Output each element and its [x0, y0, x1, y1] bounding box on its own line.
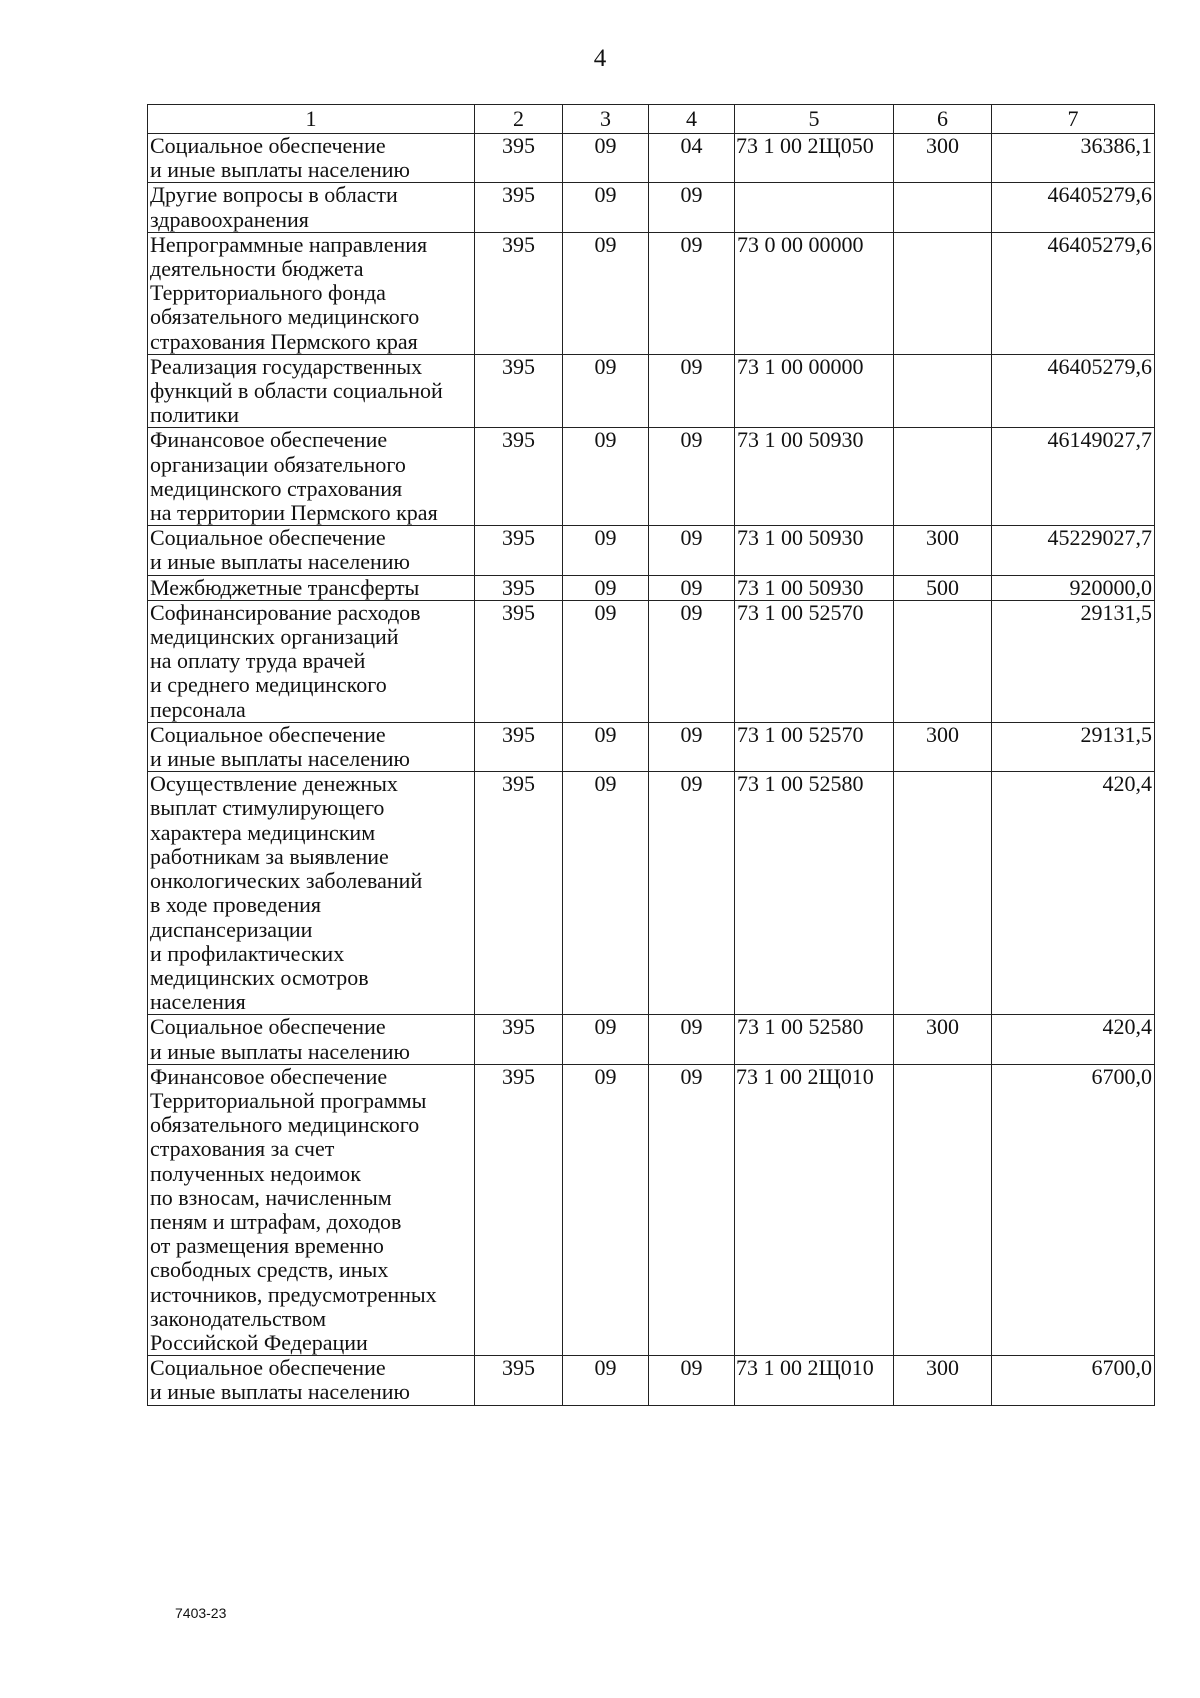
- cell-col5: 73 1 00 50930: [735, 428, 894, 526]
- cell-col7: 29131,5: [992, 600, 1155, 722]
- cell-col5: 73 1 00 52580: [735, 1015, 894, 1064]
- cell-col5: 73 1 00 2Щ050: [735, 134, 894, 183]
- cell-col5: 73 1 00 00000: [735, 354, 894, 428]
- cell-col2: 395: [475, 134, 563, 183]
- cell-name: [148, 722, 475, 771]
- row-label: Другие вопросы в области здравоохранения: [150, 182, 398, 232]
- page-number: 4: [593, 45, 607, 72]
- row-label: Софинансирование расходов медицинских организаций на оплату труда врачей и среднего медицинского персонала: [150, 599, 421, 722]
- cell-col7: 420,4: [992, 1015, 1155, 1064]
- cell-col2: 395: [475, 232, 563, 354]
- row-label: Социальное обеспечение и иные выплаты населению: [150, 525, 410, 575]
- cell-col5: 73 0 00 00000: [735, 232, 894, 354]
- cell-col7: 29131,5: [992, 722, 1155, 771]
- cell-col6: [894, 232, 992, 354]
- cell-col4: 09: [649, 722, 735, 771]
- cell-name: [148, 575, 475, 600]
- cell-col6: 300: [894, 1356, 992, 1405]
- cell-col4: 09: [649, 183, 735, 232]
- cell-col5: 73 1 00 50930: [735, 575, 894, 600]
- cell-col3: 09: [563, 232, 649, 354]
- cell-col7: 920000,0: [992, 575, 1155, 600]
- column-header-4: 4: [649, 105, 735, 134]
- cell-col7: 36386,1: [992, 134, 1155, 183]
- cell-name: [148, 428, 475, 526]
- cell-col7: 46405279,6: [992, 354, 1155, 428]
- row-label: Социальное обеспечение и иные выплаты населению: [150, 1014, 410, 1064]
- cell-col2: 395: [475, 428, 563, 526]
- cell-name: [148, 772, 475, 1015]
- row-label: Межбюджетные трансферты: [150, 574, 420, 600]
- row-label: Финансовое обеспечение Территориальной программы обязательного медицинского страхования за счет полученных недоимок по взносам, начисленным пеням и штрафам, доходов от размещения временно свободных средств, иных источников, предусмотренных законодательством Российской Федерации: [150, 1063, 437, 1355]
- column-header-5: 5: [735, 105, 894, 134]
- cell-col4: 09: [649, 1356, 735, 1405]
- cell-col4: 04: [649, 134, 735, 183]
- cell-col7: 46149027,7: [992, 428, 1155, 526]
- cell-name: [148, 183, 475, 232]
- cell-col7: 6700,0: [992, 1356, 1155, 1405]
- row-label: Осуществление денежных выплат стимулирующего характера медицинским работникам за выявление онкологических заболеваний в ходе проведения диспансеризации и профилактических медицинских осмотров населения: [150, 771, 423, 1015]
- table-row: [148, 134, 1155, 183]
- cell-col4: 09: [649, 575, 735, 600]
- table-header-row: [148, 105, 1155, 134]
- table-row: [148, 232, 1155, 354]
- row-label: Социальное обеспечение и иные выплаты населению: [150, 1355, 410, 1405]
- cell-col6: 300: [894, 722, 992, 771]
- cell-col3: 09: [563, 183, 649, 232]
- cell-name: [148, 134, 475, 183]
- cell-col2: 395: [475, 354, 563, 428]
- cell-col3: 09: [563, 600, 649, 722]
- cell-col4: 09: [649, 526, 735, 575]
- cell-col6: [894, 183, 992, 232]
- table-row: [148, 575, 1155, 600]
- cell-col5: 73 1 00 2Щ010: [735, 1064, 894, 1355]
- cell-col3: 09: [563, 1015, 649, 1064]
- table-row: [148, 1015, 1155, 1064]
- cell-col2: 395: [475, 772, 563, 1015]
- cell-col7: 420,4: [992, 772, 1155, 1015]
- table-row: [148, 354, 1155, 428]
- cell-name: [148, 1064, 475, 1355]
- cell-col5: 73 1 00 52570: [735, 722, 894, 771]
- cell-col4: 09: [649, 600, 735, 722]
- table-row: [148, 722, 1155, 771]
- cell-name: [148, 1015, 475, 1064]
- budget-table: [147, 104, 1155, 1406]
- cell-col3: 09: [563, 526, 649, 575]
- row-label: Социальное обеспечение и иные выплаты населению: [150, 721, 410, 772]
- cell-col3: 09: [563, 722, 649, 771]
- cell-name: [148, 232, 475, 354]
- cell-col6: [894, 354, 992, 428]
- cell-col7: 6700,0: [992, 1064, 1155, 1355]
- cell-col2: 395: [475, 183, 563, 232]
- cell-col5: 73 1 00 52580: [735, 772, 894, 1015]
- cell-col7: 46405279,6: [992, 232, 1155, 354]
- column-header-6: 6: [894, 105, 992, 134]
- table-row: [148, 1064, 1155, 1355]
- cell-col7: 45229027,7: [992, 526, 1155, 575]
- cell-col6: 300: [894, 134, 992, 183]
- cell-col6: 300: [894, 526, 992, 575]
- row-label: Реализация государственных функций в области социальной политики: [150, 353, 443, 428]
- column-header-7: 7: [992, 105, 1155, 134]
- table-row: [148, 526, 1155, 575]
- table-row: [148, 772, 1155, 1015]
- cell-col3: 09: [563, 1356, 649, 1405]
- cell-col2: 395: [475, 1356, 563, 1405]
- cell-col2: 395: [475, 1015, 563, 1064]
- table-body: [148, 134, 1155, 1406]
- row-label: Социальное обеспечение и иные выплаты населению: [150, 133, 410, 183]
- cell-col5: 73 1 00 2Щ010: [735, 1356, 894, 1405]
- cell-col6: [894, 1064, 992, 1355]
- cell-col4: 09: [649, 354, 735, 428]
- cell-col4: 09: [649, 232, 735, 354]
- cell-col7: 46405279,6: [992, 183, 1155, 232]
- cell-col6: 500: [894, 575, 992, 600]
- row-label: Финансовое обеспечение организации обязательного медицинского страхования на территории Пермского края: [150, 427, 438, 526]
- column-header-1: 1: [148, 105, 475, 134]
- cell-col6: 300: [894, 1015, 992, 1064]
- cell-col2: 395: [475, 600, 563, 722]
- cell-col4: 09: [649, 1015, 735, 1064]
- row-label: Непрограммные направления деятельности бюджета Территориального фонда обязательного медицинского страхования Пермского края: [150, 231, 428, 354]
- cell-col2: 395: [475, 722, 563, 771]
- cell-col2: 395: [475, 1064, 563, 1355]
- table-row: [148, 600, 1155, 722]
- cell-col4: 09: [649, 1064, 735, 1355]
- cell-name: [148, 600, 475, 722]
- cell-col2: 395: [475, 575, 563, 600]
- column-header-3: 3: [563, 105, 649, 134]
- cell-col5: [735, 183, 894, 232]
- cell-col5: 73 1 00 52570: [735, 600, 894, 722]
- cell-col6: [894, 772, 992, 1015]
- cell-col6: [894, 428, 992, 526]
- cell-name: [148, 354, 475, 428]
- cell-col3: 09: [563, 575, 649, 600]
- cell-col3: 09: [563, 354, 649, 428]
- cell-name: [148, 1356, 475, 1405]
- table-row: [148, 428, 1155, 526]
- cell-col5: 73 1 00 50930: [735, 526, 894, 575]
- cell-col4: 09: [649, 772, 735, 1015]
- cell-col4: 09: [649, 428, 735, 526]
- document-code: 7403-23: [175, 1605, 227, 1621]
- cell-name: [148, 526, 475, 575]
- cell-col3: 09: [563, 134, 649, 183]
- cell-col3: 09: [563, 772, 649, 1015]
- cell-col2: 395: [475, 526, 563, 575]
- cell-col3: 09: [563, 1064, 649, 1355]
- table-row: [148, 1356, 1155, 1405]
- cell-col6: [894, 600, 992, 722]
- cell-col3: 09: [563, 428, 649, 526]
- table-row: [148, 183, 1155, 232]
- column-header-2: 2: [475, 105, 563, 134]
